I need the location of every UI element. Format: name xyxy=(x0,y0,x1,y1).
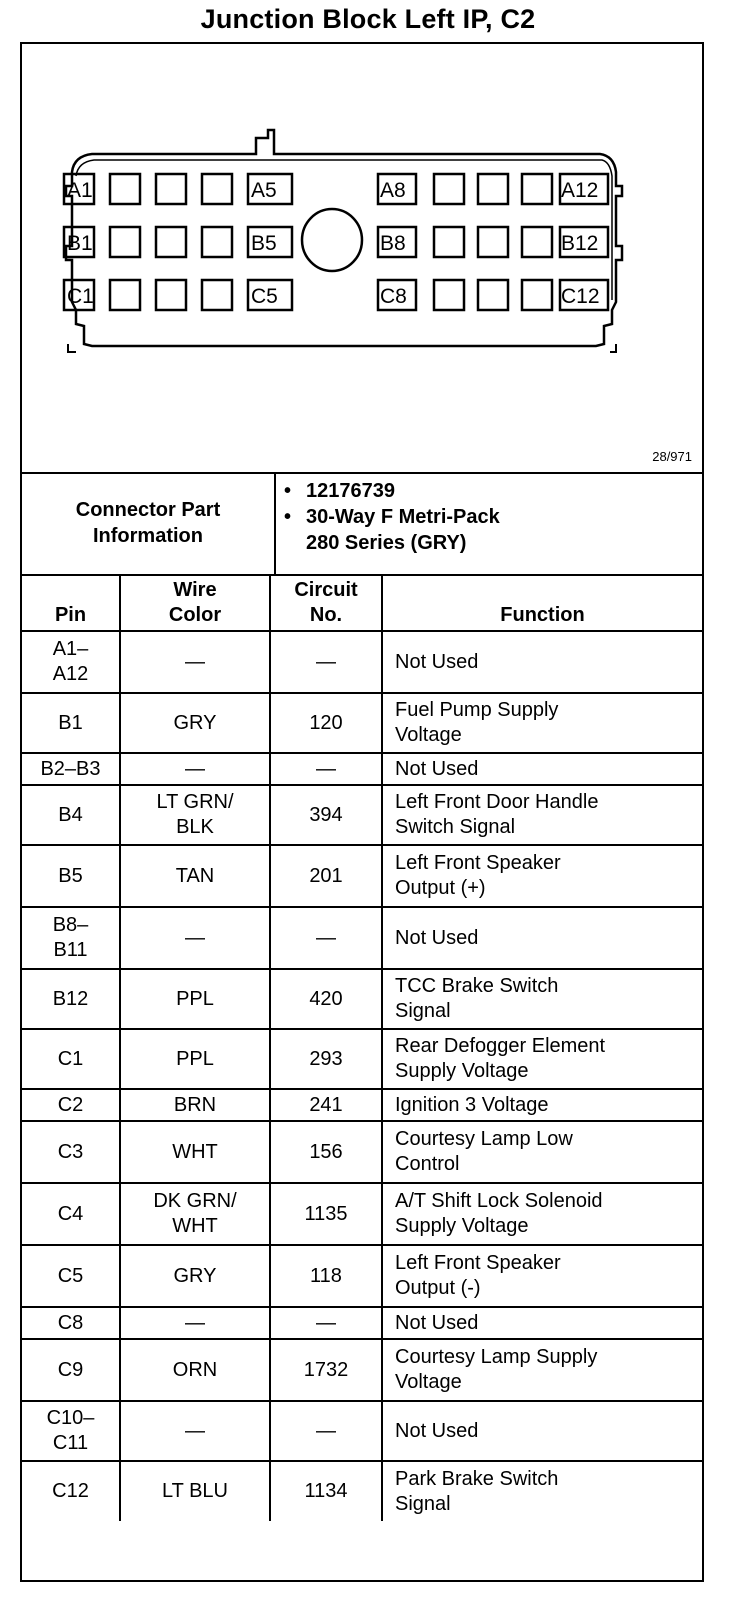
wire-color-cell xyxy=(120,1339,270,1401)
header-function: Function xyxy=(382,574,702,631)
wire-color-cell xyxy=(120,1183,270,1245)
circuit-cell-line1: 1135 xyxy=(304,1202,348,1225)
function-cell xyxy=(382,693,702,753)
table-row xyxy=(22,1183,702,1245)
connector-description-line1: 30-Way F Metri-Pack xyxy=(306,506,500,528)
wire-color-cell xyxy=(120,693,270,753)
pin-cell-line1: B5 xyxy=(58,864,83,887)
wire-color-cell xyxy=(120,1089,270,1121)
wire-color-cell-line1: LT BLU xyxy=(162,1480,228,1502)
pin-cell-line1: C1 xyxy=(57,1047,84,1070)
circuit-cell xyxy=(270,753,382,785)
pin-cell-line1: C4 xyxy=(57,1202,84,1225)
function-cell-line2: Signal xyxy=(395,1000,451,1022)
function-cell xyxy=(382,1089,702,1121)
circuit-cell xyxy=(270,1401,382,1461)
figure-number: 28/971 xyxy=(652,449,692,464)
connector-description-line2: 280 Series (GRY) xyxy=(306,532,467,554)
pin-cell-line1: B4 xyxy=(58,803,83,826)
wire-color-cell-line1: GRY xyxy=(173,1264,217,1287)
function-cell xyxy=(382,907,702,969)
function-cell xyxy=(382,1183,702,1245)
pin-label-a12: A12 xyxy=(561,179,599,202)
pin-cell-line1: A1– xyxy=(52,638,89,660)
function-cell-line1: Rear Defogger Element xyxy=(395,1035,606,1057)
circuit-cell-line1: 420 xyxy=(309,987,343,1010)
function-cell xyxy=(382,785,702,845)
pin-label-c1: C1 xyxy=(67,285,94,308)
wire-color-cell-line1: — xyxy=(185,926,205,949)
function-cell-line1: A/T Shift Lock Solenoid xyxy=(395,1190,603,1212)
connector-info-label xyxy=(22,472,276,574)
circuit-cell xyxy=(270,1121,382,1183)
circuit-cell-line1: 120 xyxy=(309,711,343,734)
function-cell-line1: Left Front Door Handle xyxy=(395,791,599,813)
circuit-cell xyxy=(270,1307,382,1339)
function-cell-line2: Voltage xyxy=(395,724,462,746)
table-row xyxy=(22,1461,702,1521)
circuit-cell-line1: — xyxy=(316,926,336,949)
connector-face-diagram xyxy=(22,44,702,474)
pin-label-c5: C5 xyxy=(251,285,278,308)
table-row xyxy=(22,1029,702,1089)
table-row xyxy=(22,845,702,907)
function-cell xyxy=(382,1401,702,1461)
pin-label-b5: B5 xyxy=(251,232,277,255)
pin-cell-line1: C9 xyxy=(57,1358,84,1381)
function-cell-line1: Left Front Speaker xyxy=(395,852,561,874)
pin-cell xyxy=(22,1029,120,1089)
wire-color-cell xyxy=(120,753,270,785)
pin-label-a5: A5 xyxy=(251,179,277,202)
pin-cell-line1: B8– xyxy=(52,914,89,936)
bullet: • xyxy=(284,506,292,528)
circuit-cell xyxy=(270,907,382,969)
function-cell-line1: Park Brake Switch xyxy=(395,1467,559,1490)
pin-cell-line1: B12 xyxy=(52,987,89,1010)
circuit-cell xyxy=(270,693,382,753)
function-cell-line2: Signal xyxy=(395,1492,451,1515)
function-cell-line2: Supply Voltage xyxy=(395,1060,529,1082)
circuit-cell xyxy=(270,969,382,1029)
function-cell xyxy=(382,969,702,1029)
function-cell-line1: Left Front Speaker xyxy=(395,1252,561,1274)
wire-color-cell-line1: PPL xyxy=(176,1047,214,1070)
table-row xyxy=(22,1121,702,1183)
circuit-cell xyxy=(270,1339,382,1401)
wire-color-cell xyxy=(120,969,270,1029)
pin-cell xyxy=(22,631,120,693)
wire-color-cell xyxy=(120,1245,270,1307)
wire-color-cell-line1: — xyxy=(185,650,205,673)
header-wire-color-2: Color xyxy=(168,604,222,626)
table-row xyxy=(22,753,702,785)
pin-cell xyxy=(22,1183,120,1245)
circuit-cell-line1: 1732 xyxy=(303,1358,349,1381)
function-cell-line1: Courtesy Lamp Low xyxy=(395,1128,573,1150)
wire-color-cell xyxy=(120,1401,270,1461)
function-cell xyxy=(382,1121,702,1183)
circuit-cell xyxy=(270,1461,382,1521)
function-cell-line1: Courtesy Lamp Supply xyxy=(395,1346,598,1368)
wire-color-cell-line1: WHT xyxy=(172,1140,218,1163)
wire-color-cell-line1: — xyxy=(185,1311,205,1334)
function-cell-line1: Not Used xyxy=(395,650,479,673)
wire-color-cell xyxy=(120,1121,270,1183)
connector-label-line2: Information xyxy=(93,525,203,547)
pin-cell xyxy=(22,845,120,907)
pin-cell xyxy=(22,753,120,785)
connector-face-svg xyxy=(22,44,702,472)
header-wire-color-1: Wire xyxy=(173,579,217,601)
pin-cell-line1: C10– xyxy=(46,1407,95,1429)
function-cell-line1: Ignition 3 Voltage xyxy=(395,1093,549,1116)
wire-color-cell-line1: LT GRN/ xyxy=(156,791,234,813)
circuit-cell-line1: — xyxy=(316,1419,336,1442)
pin-label-a1: A1 xyxy=(67,179,93,202)
pin-cell-line1: B2–B3 xyxy=(40,757,101,780)
function-cell-line2: Control xyxy=(395,1153,460,1175)
pin-label-c12: C12 xyxy=(561,285,600,308)
pin-label-b8: B8 xyxy=(380,232,406,255)
wire-color-cell xyxy=(120,631,270,693)
function-cell xyxy=(382,1339,702,1401)
pin-cell xyxy=(22,1401,120,1461)
header-circuit xyxy=(270,574,382,631)
pin-cell-line1: C12 xyxy=(52,1480,89,1502)
connector-label-line1: Connector Part xyxy=(75,499,221,521)
function-cell-line2: Output (+) xyxy=(395,877,486,899)
function-cell-line1: Fuel Pump Supply xyxy=(395,699,559,721)
circuit-cell-line1: 293 xyxy=(309,1047,343,1070)
function-cell-line1: Not Used xyxy=(395,1419,479,1442)
function-cell-line1: Not Used xyxy=(395,926,479,949)
circuit-cell xyxy=(270,1183,382,1245)
pin-cell-line2: A12 xyxy=(52,663,89,685)
table-row xyxy=(22,1307,702,1339)
pin-cell-line1: C5 xyxy=(57,1264,84,1287)
function-cell xyxy=(382,1245,702,1307)
circuit-cell xyxy=(270,845,382,907)
pin-cell-line2: C11 xyxy=(52,1432,89,1454)
pin-cell xyxy=(22,1245,120,1307)
pin-cell xyxy=(22,1339,120,1401)
header-circuit-2: No. xyxy=(309,604,343,626)
function-cell-line2: Voltage xyxy=(395,1371,462,1393)
wire-color-cell xyxy=(120,907,270,969)
pin-cell xyxy=(22,907,120,969)
function-cell xyxy=(382,845,702,907)
wire-color-cell xyxy=(120,785,270,845)
table-row xyxy=(22,785,702,845)
table-row xyxy=(22,1401,702,1461)
circuit-cell-line1: 394 xyxy=(309,803,343,826)
wire-color-cell-line1: — xyxy=(185,1419,205,1442)
function-cell xyxy=(382,1029,702,1089)
table-row xyxy=(22,1089,702,1121)
connector-outline xyxy=(66,130,622,346)
function-cell xyxy=(382,1461,702,1521)
pin-cell-line1: C8 xyxy=(57,1311,84,1334)
table-row xyxy=(22,1245,702,1307)
page-title: Junction Block Left IP, C2 xyxy=(200,4,536,34)
circuit-cell xyxy=(270,785,382,845)
circuit-cell-line1: — xyxy=(316,1311,336,1334)
wire-color-cell-line1: PPL xyxy=(176,987,214,1010)
function-cell xyxy=(382,1307,702,1339)
pin-cell xyxy=(22,1307,120,1339)
pin-label-b1: B1 xyxy=(67,232,93,255)
center-key-hole xyxy=(302,209,362,271)
pin-label-b12: B12 xyxy=(561,232,599,255)
circuit-cell-line1: 201 xyxy=(309,864,343,887)
wire-color-cell-line1: BRN xyxy=(173,1093,217,1116)
circuit-cell-line1: — xyxy=(316,650,336,673)
function-cell-line2: Output (-) xyxy=(395,1277,481,1299)
pin-label-a8: A8 xyxy=(380,179,406,202)
wire-color-cell xyxy=(120,1461,270,1521)
circuit-cell-line1: — xyxy=(316,757,336,780)
function-cell-line1: Not Used xyxy=(395,1311,479,1334)
wire-color-cell xyxy=(120,845,270,907)
wire-color-cell xyxy=(120,1029,270,1089)
connector-document-frame xyxy=(20,42,704,1582)
connector-part-number: 12176739 xyxy=(306,480,395,502)
header-wire-color xyxy=(120,574,270,631)
wire-color-cell xyxy=(120,1307,270,1339)
bullet: • xyxy=(284,480,292,502)
function-cell xyxy=(382,631,702,693)
pin-cell-line1: B1 xyxy=(58,711,83,734)
pin-table-header xyxy=(22,574,702,631)
table-row xyxy=(22,1339,702,1401)
pin-table xyxy=(22,574,702,1521)
connector-part-information xyxy=(22,472,702,576)
function-cell-line1: TCC Brake Switch xyxy=(395,975,559,997)
wire-color-cell-line2: BLK xyxy=(176,816,214,838)
circuit-cell-line1: 156 xyxy=(309,1140,343,1163)
pin-label-c8: C8 xyxy=(380,285,407,308)
circuit-cell xyxy=(270,1245,382,1307)
header-circuit-1: Circuit xyxy=(294,579,358,601)
pin-cell xyxy=(22,785,120,845)
circuit-cell-line1: 241 xyxy=(309,1093,343,1116)
circuit-cell xyxy=(270,1029,382,1089)
wire-color-cell-line1: ORN xyxy=(172,1358,218,1381)
pin-cell-line1: C2 xyxy=(57,1093,84,1116)
function-cell xyxy=(382,753,702,785)
pin-cell xyxy=(22,1461,120,1521)
wire-color-cell-line1: DK GRN/ xyxy=(153,1190,237,1212)
table-row xyxy=(22,631,702,693)
pin-cell-line1: C3 xyxy=(57,1140,84,1163)
circuit-cell xyxy=(270,631,382,693)
circuit-cell xyxy=(270,1089,382,1121)
pin-cell-line2: B11 xyxy=(53,939,88,961)
connector-info-values xyxy=(284,478,500,556)
wire-color-cell-line1: GRY xyxy=(173,711,217,734)
circuit-cell-line1: 1134 xyxy=(304,1480,348,1502)
wire-color-cell-line1: TAN xyxy=(175,864,215,887)
circuit-cell-line1: 118 xyxy=(310,1264,342,1287)
pin-cell xyxy=(22,693,120,753)
table-row xyxy=(22,693,702,753)
table-row xyxy=(22,969,702,1029)
pin-cell xyxy=(22,1089,120,1121)
pin-cell xyxy=(22,969,120,1029)
pin-cell xyxy=(22,1121,120,1183)
function-cell-line2: Supply Voltage xyxy=(395,1215,529,1237)
wire-color-cell-line2: WHT xyxy=(172,1215,218,1237)
function-cell-line1: Not Used xyxy=(395,757,479,780)
function-cell-line2: Switch Signal xyxy=(395,816,516,838)
header-pin: Pin xyxy=(22,574,120,631)
wire-color-cell-line1: — xyxy=(185,757,205,780)
table-row xyxy=(22,907,702,969)
